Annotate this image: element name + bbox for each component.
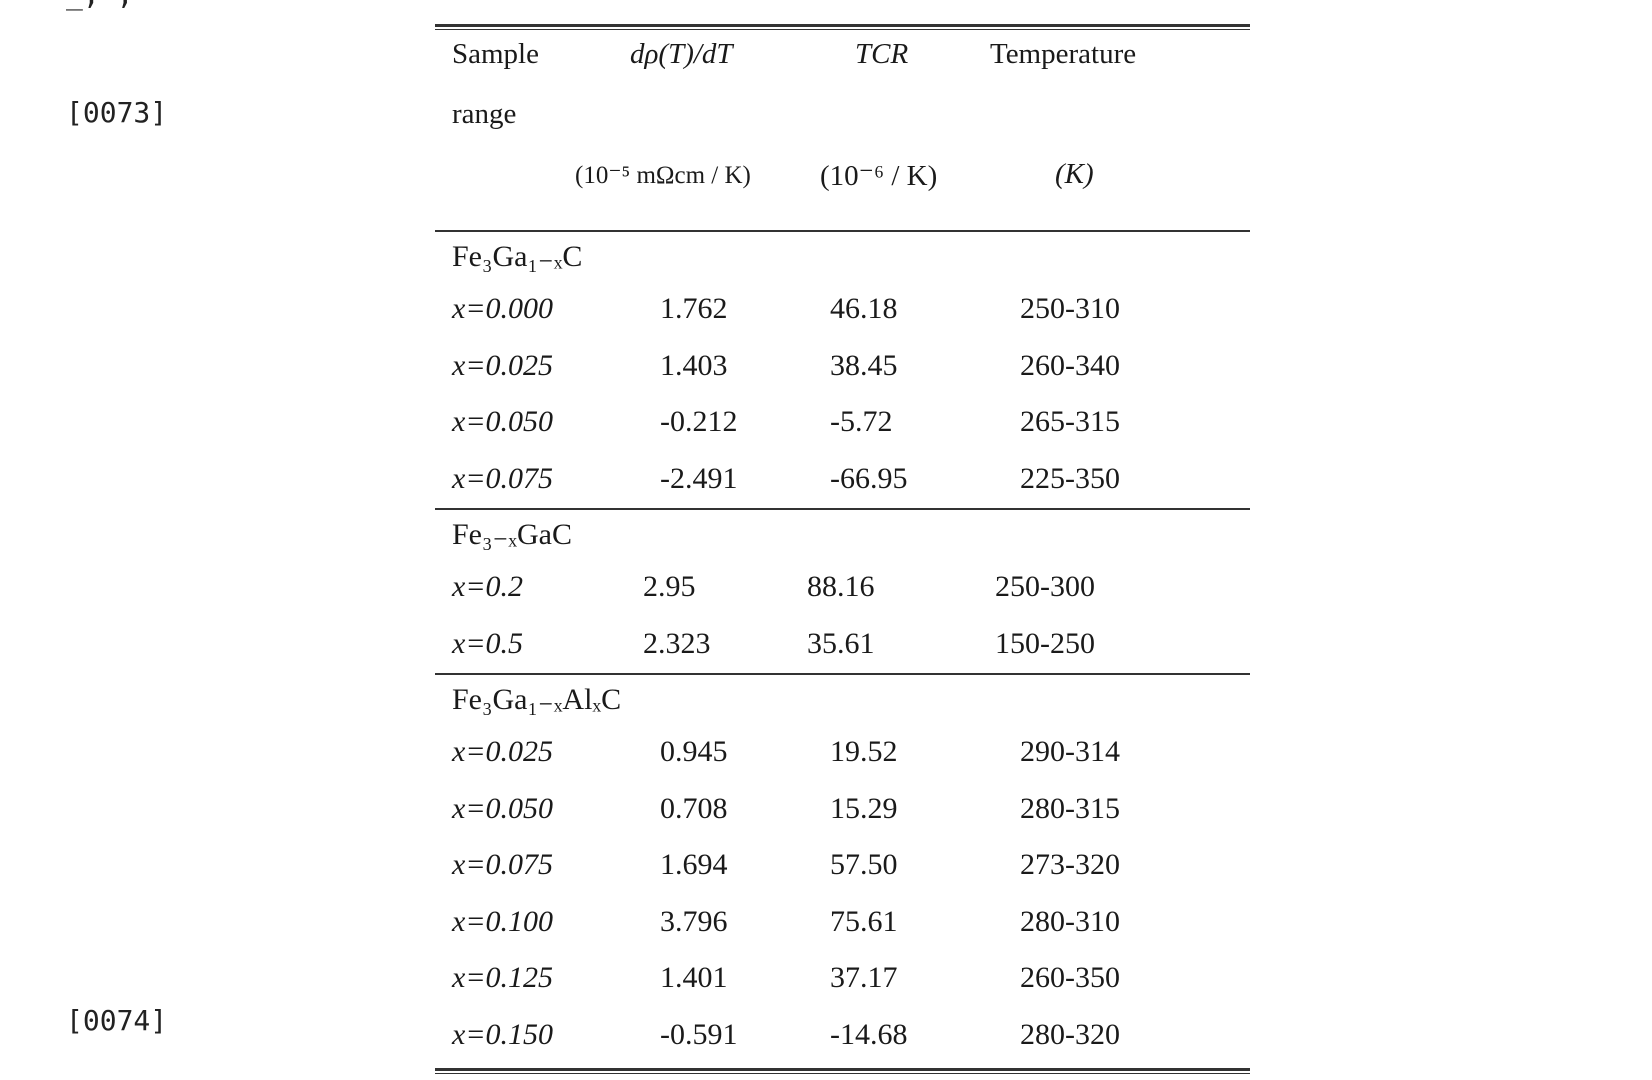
cell-sample: x=0.075 [452,461,554,495]
cell-sample: x=0.150 [452,1017,554,1051]
table-row [435,395,1250,452]
table-row [435,782,1250,839]
cell-drho: 1.401 [660,961,728,994]
cell-sample: x=0.125 [452,961,554,994]
section-title: Fe₃Ga₁₋ₓC [452,240,583,273]
cell-temperature: 273-320 [1020,848,1120,881]
paragraph-number-0073: [0073] [66,96,168,129]
cell-tcr: 75.61 [830,904,898,938]
cell-tcr: 19.52 [830,735,898,768]
cell-tcr: 38.45 [830,348,898,382]
table-row [435,895,1250,952]
header-sample: Sample [452,38,539,70]
table-row [435,339,1250,396]
cell-sample: x=0.025 [452,735,554,768]
table-header [435,30,1250,230]
cell-temperature: 225-350 [1020,461,1120,495]
table-row [435,560,1250,617]
cell-sample: x=0.050 [452,405,554,438]
header-drho-unit: (10⁻⁵ mΩcm / K) [575,162,751,189]
cell-drho: 1.694 [660,848,728,881]
cell-drho: -2.491 [660,461,738,495]
cell-drho: 3.796 [660,904,728,938]
cell-sample: x=0.2 [452,570,524,603]
table-row [435,838,1250,895]
cell-sample: x=0.100 [452,904,554,938]
cell-drho: 1.403 [660,348,728,382]
cell-temperature: 250-310 [1020,292,1120,325]
cell-sample: x=0.000 [452,292,554,325]
cell-tcr: -14.68 [830,1017,908,1051]
cell-sample: x=0.075 [452,848,554,881]
header-tcr-unit: (10⁻⁶ / K) [820,160,938,192]
cell-tcr: 88.16 [807,570,875,603]
cell-temperature: 280-310 [1020,904,1120,938]
cell-temperature: 290-314 [1020,735,1120,768]
cell-tcr: 57.50 [830,848,898,881]
cell-temperature: 250-300 [995,570,1095,603]
section-title: Fe₃₋ₓGaC [452,518,572,551]
table-row [435,282,1250,339]
cell-temperature: 265-315 [1020,405,1120,438]
cell-temperature: 260-350 [1020,961,1120,994]
table-row [435,725,1250,782]
cell-sample: x=0.025 [452,348,554,382]
table-bottom-rule [435,1068,1250,1074]
header-tcr: TCR [855,38,909,70]
cell-tcr: 15.29 [830,791,898,825]
header-drho: dρ(T)/dT [630,38,733,70]
cell-temperature: 150-250 [995,626,1095,660]
cell-temperature: 280-320 [1020,1017,1120,1051]
cell-sample: x=0.050 [452,791,554,825]
cell-tcr: 37.17 [830,961,898,994]
table-row [435,617,1250,674]
cell-drho: 0.708 [660,791,728,825]
cell-drho: -0.212 [660,405,738,438]
cell-drho: -0.591 [660,1017,738,1051]
cell-drho: 2.323 [643,626,711,660]
cell-tcr: -5.72 [830,405,893,438]
table-row [435,452,1250,509]
cell-temperature: 280-315 [1020,791,1120,825]
cell-drho: 2.95 [643,570,696,603]
data-table [435,24,1250,1074]
paragraph-fragment [66,0,133,11]
header-temperature: Temperature [990,38,1137,70]
cell-tcr: 35.61 [807,626,875,660]
cell-tcr: -66.95 [830,461,908,495]
paragraph-number-0074: [0074] [66,1004,168,1037]
cell-tcr: 46.18 [830,292,898,325]
header-temperature-unit: (K) [1055,158,1094,190]
cell-sample: x=0.5 [452,626,524,660]
cell-temperature: 260-340 [1020,348,1120,382]
table-row [435,951,1250,1008]
cell-drho: 1.762 [660,292,728,325]
section-title: Fe₃Ga₁₋ₓAlₓC [452,683,622,716]
table-row [435,1008,1250,1065]
cell-drho: 0.945 [660,735,728,768]
header-range: range [452,98,517,130]
